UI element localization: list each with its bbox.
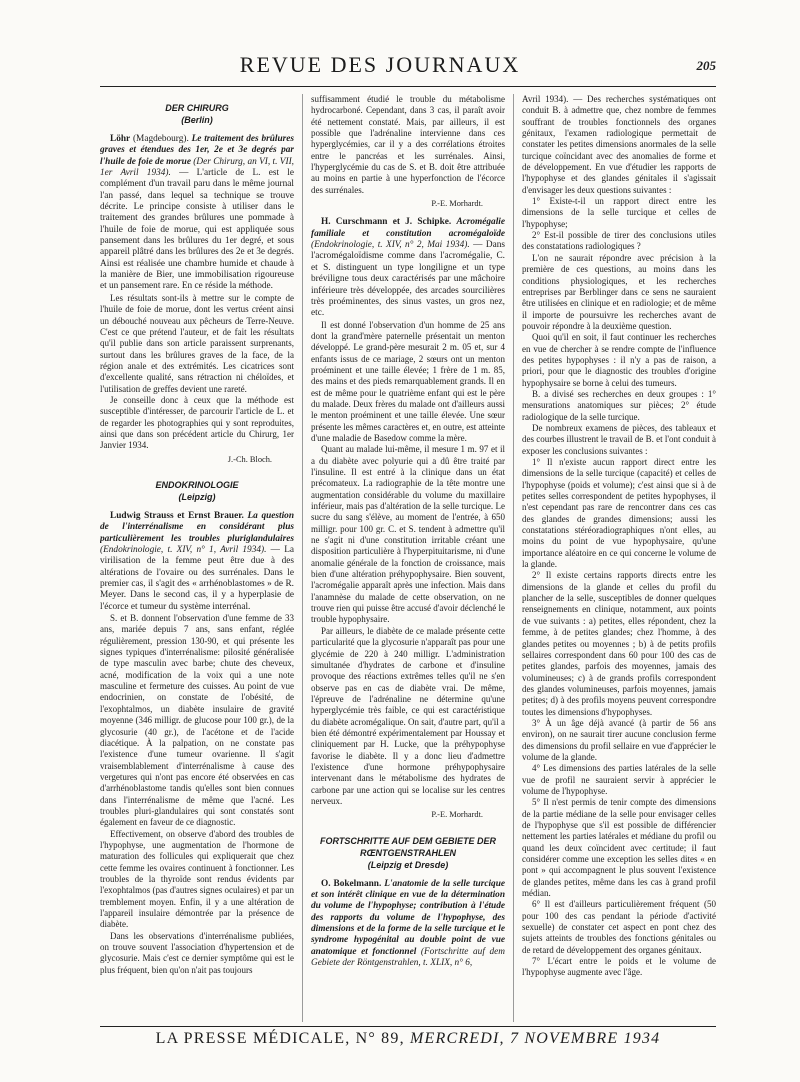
question-item: 2° Est-il possible de tirer des conclusions utiles des constatations radiologiques ? <box>522 230 716 252</box>
paragraph: Effectivement, on observe d'abord des troubles de l'hypophyse, une augmentation de l'hormone de maturation des follicules qui expliquerait que chez cette femme les ovaires continuent à fonctionner. Les troubles de la thyroïde sont rendus évidents par l'exophtalmos (pas d'autres signes oculaires) et par un tremblement moyen. Enfin, il y a une altération de l'appareil insulaire démontrée par la présence de diabète. <box>100 828 294 930</box>
article-heading-curschmann-schipke: H. Curschmann et J. Schipke. Acromégalie familiale et constitution acromégaloïde (Endokrinologie, t. XIV, n° 2, Mai 1934). — Dans l'acromégaloïdisme comme dans l'acromégalie, C. et S. distinguent un type longiligne et un type bréviligne tous deux caractérisés par une mâchoire inférieure très développée, des arcades sourcilières très proéminentes, des sinus vastes, un gros nez, etc. <box>311 217 505 319</box>
section-city-leipzig-dresde: (Leipzig et Dresde) <box>367 859 449 870</box>
conclusion-item: 1° Il n'existe aucun rapport direct entre les dimensions de la selle turcique (capacité) et celles de l'hypophyse (poids et volume); c'est ainsi que si à de petites selles correspondent de petites hypophyses, il n'est cependant pas rare de rencontrer dans ces cas des glandes de grandes dimensions; aussi les constatations stéréoradiographiques n'ont elles, au moins du point de vue hypophysaire, qu'une importance aléatoire en ce qui concerne le volume de la glande. <box>522 457 716 570</box>
section-title-endokrinologie: ENDOKRINOLOGIE <box>155 479 239 490</box>
paragraph: Les résultats sont-ils à mettre sur le compte de l'huile de foie de morue, dont les vertus créent ainsi un débouché nouveau aux pêcheurs de Terre-Neuve. C'est ce que prétend l'auteur, et de fait les résultats qu'il publie dans son article paraissent surprenants, surtout dans les brûlures graves de la face, de la région anale et des extrémités. Les cicatrices sont d'excellente qualité, sans rétraction ni chéloïdes, et l'utilisation de greffes devient une rareté. <box>100 292 294 394</box>
question-item: 1° Existe-t-il un rapport direct entre les dimensions de la selle turcique et celles de l'hypophyse; <box>522 196 716 229</box>
article-heading-bokelmann: O. Bokelmann. L'anatomie de la selle turcique et son intérêt clinique en vue de la détermination du volume de l'hypophyse; contribution à l'étude des rapports du volume de l'hypophyse, des dimensions et de la forme de la selle turcique et le syndrome hypogénital au double point de vue anatomique et fonctionnel (Fortschritte auf dem Gebiete der Röntgenstrahlen, t. XLIX, n° 6, <box>311 878 505 969</box>
section-title-der-chirurg: DER CHIRURG <box>165 103 229 113</box>
conclusion-item: 3° À un âge déjà avancé (à partir de 56 ans environ), on ne saurait tirer aucune conclusion ferme des dimensions du profil sellaire en vue d'apprécier le volume de la glande. <box>522 717 716 762</box>
conclusion-item: 5° Il n'est permis de tenir compte des dimensions de la partie médiane de la selle pour envisager celles de l'hypophyse que s'il est possible de différencier nettement les parties latérales et médiane du profil ou quand les deux coïncident avec certitude; il faut considérer comme une exception les selles dites « en pont » qui accompagnent le plus souvent l'existence de glandes petites, même dans les cas à grand profil médian. <box>522 797 716 899</box>
paragraph: B. a divisé ses recherches en deux groupes : 1° mensurations anatomiques sur pièces; 2° étude radiologique de la selle turcique. <box>522 388 716 422</box>
conclusion-item: 2° Il existe certains rapports directs entre les dimensions de la glande et celles du profil du plancher de la selle, susceptibles de donner quelques renseignements en clinique, notamment, aux points de vue suivants : a) petites, elles répondent, chez la femme, à de petites glandes; chez l'homme, à des glandes petites ou moyennes ; b) à de petits profils sellaires correspondent dans 60 pour 100 des cas de petites glandes, parfois des moyennes, jamais des volumineuses; c) à de grands profils correspondent des glandes volumineuses, parfois moyennes, jamais petites; d) à des profils moyens peuvent correspondre toutes les dimensions d'hypophyses. <box>522 570 716 717</box>
article-heading-lohr: Löhr (Magdebourg). Le traitement des brûlures graves et étendues des 1er, 2e et 3e degrés par l'huile de foie de morue (Der Chirurg, an VI, t. VII, 1er Avril 1934). — L'article de L. est le complément d'un travail paru dans le même journal l'an passé, dans lequel sa technique se trouve décrite. Le principe consiste à utiliser dans le traitement des grandes brûlures une pommade à l'huile de foie de morue, qui est appliquée sous pansement dans les brûlures du 1er degré, et sous appareil plâtré dans les brûlures des 2e et 3e degrés. Ainsi est réalisée une chambre humide et chaude à la manière de Bier, une immobilisation rigoureuse et un pansement rare. En ce réside la méthode. <box>100 134 294 292</box>
footer-issue: N° 89, <box>355 1030 405 1047</box>
header-rule <box>100 86 716 87</box>
footer-date: MERCREDI, 7 NOVEMBRE 1934 <box>409 1030 661 1047</box>
paragraph: Je conseille donc à ceux que la méthode est susceptible d'intéresser, de parcourir l'article de L. et de regarder les photographies qui y sont reproduites, ainsi que dans son précédent article du Chirurg, 1er Janvier 1934. <box>100 394 294 451</box>
section-city-leipzig: (Leipzig) <box>178 491 216 502</box>
conclusion-item: 7° L'écart entre le poids et le volume de l'hypophyse augmente avec l'âge. <box>522 956 716 978</box>
paragraph: Dans les observations d'interrénalisme publiées, on trouve souvent l'association d'hypertension et de glycosurie. Mais c'est ce dernier symptôme qui est le plus fréquent, bien qu'on n'ait pas toujours <box>100 930 294 975</box>
paragraph: suffisamment étudié le trouble du métabolisme hydrocarboné. Cependant, dans 3 cas, il paraît avoir été nettement constaté. Mais, par ailleurs, il est possible que l'adrénaline intervienne dans ces hyperglycémies, car il y a des corrélations étroites entre le pancréas et les surrénales. Ainsi, l'hyperglycémie du cas de S. et B. doit être attribuée au moins en partie à une hyperfonction de l'écorce des surrénales. <box>311 94 505 195</box>
paragraph: L'on ne saurait répondre avec précision à la première de ces questions, au moins dans les conditions physiologiques, et les recherches entreprises par Berblinger dans ce sens ne sauraient être utilisées en clinique et en radiologie; et de même il importe de poursuivre les recherches avant de pouvoir répondre à la deuxième question. <box>522 252 716 331</box>
running-footer <box>100 1030 716 1048</box>
column-1 <box>100 94 294 1022</box>
paragraph: Il est donné l'observation d'un homme de 25 ans dont la grand'mère paternelle présentait un menton développé. Le grand-père mesurait 2 m. 05 et, sur 4 enfants issus de ce mariage, 2 sœurs ont un menton proéminent et une taille élevée; 1 frère de 1 m. 85, des mains et des pieds remarquablement grands. Il en est de même pour le quatrième enfant qui est le père du malade. Deux frères du malade ont d'ailleurs aussi le menton proéminent et une taille élevée. Une sœur présente les mêmes caractères et, en outre, est atteinte d'une maladie de Basedow comme la mère. <box>311 319 505 443</box>
paragraph: Avril 1934). — Des recherches systématiques ont conduit B. à admettre que, chez nombre de femmes souffrant de troubles fonctionnels des organes génitaux, l'examen radiologique permettait de constater les petites dimensions anormales de la selle turcique coïncidant avec des anomalies de forme et de développement. En vue d'étudier les rapports de l'hypophyse et des glandes génitales il s'agissait d'envisager les deux questions suivantes : <box>522 94 716 195</box>
running-header-title: REVUE DES JOURNAUX <box>239 52 521 77</box>
article-columns <box>100 94 716 1022</box>
section-city-berlin: (Berlin) <box>181 115 213 125</box>
column-3 <box>513 94 716 1022</box>
signature-morhardt: P.-E. Morhardt. <box>431 199 483 209</box>
footer-publication: LA PRESSE MÉDICALE, <box>155 1030 351 1047</box>
paragraph: Quant au malade lui-même, il mesure 1 m. 97 et il a du diabète avec polyurie qui a dû être traité par l'insuline. Il est entré à la clinique dans un état précomateux. La radiographie de la tête montre une augmentation considérable du volume du maxillaire inférieur, mais pas d'altération de la selle turcique. Le sucre du sang s'élève, au moment de l'entrée, à 650 milligr. pour 100 gr. C. et S. tendent à admettre qu'il ne s'agit ni d'une constitution irritable créant une disposition particulière à l'hyperpituitarisme, ni d'une anomalie générale de la fonction de croissance, mais bien d'une altération préhypophysaire. Bien souvent, l'acromégalie apparaît après une infection. Mais dans l'anamnèse du malade de cette observation, on ne trouve rien qui puisse être accusé d'avoir déclenché le trouble hypophysaire. <box>311 444 505 625</box>
section-title-fortschritte: FORTSCHRITTE AUF DEM GEBIETE DER RŒNTGENSTRAHLEN <box>319 835 496 858</box>
article-heading-strauss-brauer: Ludwig Strauss et Ernst Brauer. La question de l'interrénalisme en considérant plus particulièrement les troubles pluriglandulaires (Endokrinologie, t. XIV, n° 1, Avril 1934). — La virilisation de la femme peut être due à des altérations de l'ovaire ou des surrénales. Dans le premier cas, il s'agit des « arrhénoblastomes » de R. Meyer. Dans le second cas, il y a hyperplasie de l'écorce et tumeur du système interrénal. <box>100 510 294 612</box>
paragraph: Quoi qu'il en soit, il faut continuer les recherches en vue de chercher à se rendre compte de l'influence des petites hypophyses : il n'y a pas de raison, a priori, pour que le diagnostic des troubles d'origine hypophysaire se borne à celui des tumeurs. <box>522 332 716 388</box>
footer-rule <box>100 1026 716 1027</box>
column-2 <box>302 94 505 1022</box>
conclusion-item: 4° Les dimensions des parties latérales de la selle vue de profil ne sauraient servir à apprécier le volume de l'hypophyse. <box>522 763 716 796</box>
paragraph: De nombreux examens de pièces, des tableaux et des courbes illustrent le travail de B. et l'ont conduit à exposer les conclusions suivantes : <box>522 422 716 456</box>
signature-morhardt: P.-E. Morhardt. <box>431 810 483 820</box>
page-number: 205 <box>696 58 716 73</box>
conclusion-item: 6° Il est d'ailleurs particulièrement fréquent (50 pour 100 des cas pendant la période d'activité sexuelle) de constater cet aspect en pont chez des sujets atteints de troubles des fonctions génitales ou de retard de développement des organes génitaux. <box>522 899 716 955</box>
signature-bloch: J.-Ch. Bloch. <box>227 454 272 464</box>
paragraph: S. et B. donnent l'observation d'une femme de 33 ans, mariée depuis 7 ans, sans enfant, réglée régulièrement, pression 130-90, et qui présente les signes typiques d'interrénalisme: pilosité généralisée de type masculin avec barbe; chute des cheveux, acné, modification de la voix qui a une note masculine et fermeture des cuisses. Au point de vue endocrinien, on constate de l'obésité, de l'exophtalmos, un diabète insulaire de gravité moyenne (346 milligr. de glucose pour 100 gr.), de la glycosurie (40 gr.), de l'acétone et de l'acide diacétique. À la palpation, on ne constate pas l'existence d'une tumeur ovarienne. Il s'agit vraisemblablement d'interrénalisme à cause des vergetures qui n'ont pas encore été observées en cas d'arrhénoblastome tandis qu'elles sont bien connues dans l'interrénalisme de même que l'acné. Les troubles pluri-glandulaires qui sont constatés sont également en faveur de ce diagnostic. <box>100 613 294 828</box>
paragraph: Par ailleurs, le diabète de ce malade présente cette particularité que la glycosurie n'apparaît pas pour une glycémie de 220 à 240 milligr. L'administration simultanée d'hydrates de carbone et d'insuline provoque des réactions extrêmes telles qu'il ne s'en observe pas en cas de diabète vrai. De même, l'épreuve de l'adrénaline ne détermine qu'une hyperglycémie très faible, ce qui est caractéristique du diabète acromégalique. On sait, d'autre part, qu'il a bien été démontré expérimentalement par Houssay et cliniquement par H. Lucke, que la préhypophyse favorise le diabète. Il y a donc lieu d'admettre l'existence d'une hormone préhypophysaire intervenant dans le métabolisme des hydrates de carbone par une action qui se localise sur les centres nerveux. <box>311 625 505 806</box>
